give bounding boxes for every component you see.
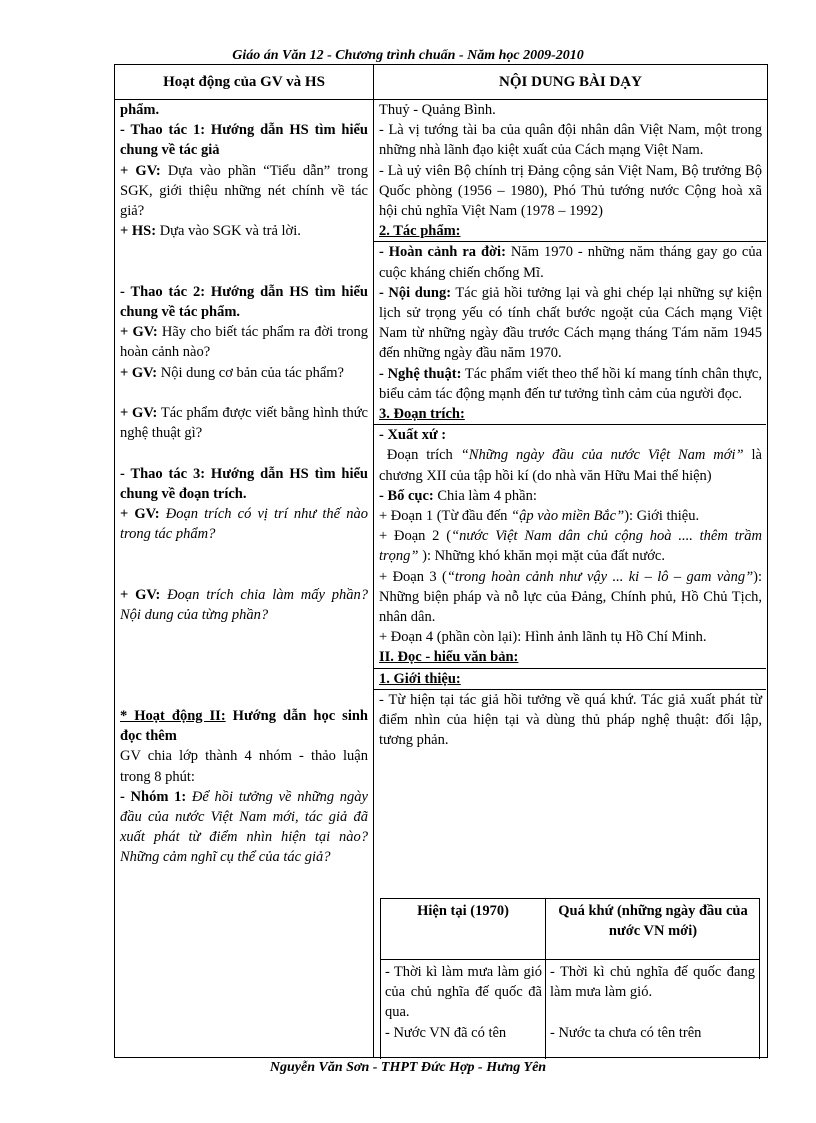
gv-prompt: + GV: Đoạn trích chia làm mấy phần? Nội dung của từng phần? xyxy=(120,586,369,623)
section-heading: 2. Tác phẩm: xyxy=(374,221,766,242)
gv-prompt: + GV: Nội dung cơ bản của tác phẩm? xyxy=(120,364,344,381)
page-footer: Nguyễn Văn Sơn - THPT Đức Hợp - Hưng Yên xyxy=(269,1060,547,1075)
text-line: - Là uỷ viên Bộ chính trị Đảng cộng sản Việt Nam, Bộ trưởng Bộ Quốc phòng (1956 – 1980), Phó Thủ tướng nước Cộng hoà xã hội chủ nghĩa Việt Nam (1978 – 1992) xyxy=(379,162,762,220)
gv-prompt: + GV: Đoạn trích có vị trí như thế nào trong tác phẩm? xyxy=(120,506,368,543)
text-line: - Thời kì làm mưa làm gió của chủ nghĩa đế quốc đã qua. xyxy=(385,964,542,1021)
teacher-activities-column xyxy=(120,100,368,868)
lesson-content-column xyxy=(379,100,762,751)
text-line: Đoạn trích “Những ngày đầu của nước Việt Nam mới” là chương XII của tập hồi kí (do nhà văn Hữu Mai thể hiện) xyxy=(379,447,762,484)
page-header: Giáo án Văn 12 - Chương trình chuẩn - Năm học 2009-2010 xyxy=(232,48,584,63)
task-2-heading: - Thao tác 2: Hướng dẫn HS tìm hiểu chung về tác phẩm. xyxy=(120,283,368,320)
text-line: + Đoạn 2 (“nước Việt Nam dân chủ cộng hoà .... thêm trầm trọng” ): Những khó khăn mọi mặt của đất nước. xyxy=(379,528,762,565)
task-3-heading: - Thao tác 3: Hướng dẫn HS tìm hiểu chung về đoạn trích. xyxy=(120,465,368,502)
text-line: - Xuất xứ : xyxy=(379,427,447,444)
text-line: - Nước VN đã có tên xyxy=(385,1024,507,1041)
gv-prompt: + GV: Dựa vào phần “Tiểu dẫn” trong SGK, giới thiệu những nét chính về tác giả? xyxy=(120,162,368,220)
text-line: - Từ hiện tại tác giả hồi tưởng về quá khứ. Tác giả xuất phát từ điểm nhìn của hiện tại và dùng thủ pháp nghệ thuật: đối lập, tương phản. xyxy=(379,691,762,749)
text-line: - Nội dung: Tác giả hồi tưởng lại và ghi chép lại những sự kiện lịch sử trọng yếu có tính chất bước ngoặt của Cách mạng Việt Nam từ những ngày đầu trước Cách mạng tháng Tám năm 1945 đến những ngày đầu năm 1970. xyxy=(379,284,762,362)
text-line: - Là vị tướng tài ba của quân đội nhân dân Việt Nam, một trong những nhà lãnh đạo kiệt xuất của Cách mạng Việt Nam. xyxy=(379,122,762,159)
text-line: + Đoạn 4 (phần còn lại): Hình ảnh lãnh tụ Hồ Chí Minh. xyxy=(379,629,707,646)
activity-2-heading: * Hoạt động II: Hướng dẫn học sinh đọc thêm xyxy=(120,707,368,745)
section-heading: 3. Đoạn trích: xyxy=(374,404,766,425)
section-heading: II. Đọc - hiểu văn bản: xyxy=(374,647,766,668)
gv-prompt: + GV: Tác phẩm được viết bằng hình thức nghệ thuật gì? xyxy=(120,405,368,442)
gv-prompt: + GV: Hãy cho biết tác phẩm ra đời trong hoàn cảnh nào? xyxy=(120,324,368,361)
lesson-table xyxy=(114,64,768,1058)
group-1-task: - Nhóm 1: Để hồi tưởng về những ngày đầu của nước Việt Nam mới, tác giả đã xuất phát từ điểm nhìn hiện tại nào? Những cảm nghĩ cụ thể của tác giả? xyxy=(120,788,368,866)
left-column-header: Hoạt động của GV và HS xyxy=(163,74,325,90)
task-1-heading: - Thao tác 1: Hướng dẫn HS tìm hiểu chung về tác giả xyxy=(120,122,368,159)
text-line: - Bố cục: Chia làm 4 phần: xyxy=(379,487,537,504)
text-line: phẩm. xyxy=(120,102,160,118)
text-line: - Thời kì chủ nghĩa đế quốc đang làm mưa làm gió. xyxy=(550,964,755,1001)
column-divider xyxy=(373,65,374,1057)
text-line: - Hoàn cảnh ra đời: Năm 1970 - những năm tháng gay go của cuộc kháng chiến chống Mĩ. xyxy=(379,244,763,281)
present-header: Hiện tại (1970) xyxy=(417,903,509,919)
text-line: + Đoạn 3 (“trong hoàn cảnh như vậy ... ki – lô – gam vàng”): Những biện pháp và nỗ lực của Đảng, Chính phủ, Hồ Chủ Tịch, nhân dân. xyxy=(379,568,762,626)
text-line: GV chia lớp thành 4 nhóm - thảo luận trong 8 phút: xyxy=(120,748,368,785)
text-line: - Nghệ thuật: Tác phẩm viết theo thể hồi kí mang tính chân thực, biểu cảm tác động mạnh đến tư tưởng tình cảm của người đọc. xyxy=(379,365,762,402)
section-heading: 1. Giới thiệu: xyxy=(374,669,766,690)
past-cell xyxy=(550,962,755,1043)
hs-response: + HS: Dựa vào SGK và trả lời. xyxy=(120,223,301,240)
text-line: + Đoạn 1 (Từ đầu đến “ập vào miền Bắc”): Giới thiệu. xyxy=(379,508,700,525)
past-header: Quá khứ (những ngày đầu của nước VN mới) xyxy=(558,903,748,940)
present-cell xyxy=(385,962,542,1043)
text-line: - Nước ta chưa có tên trên xyxy=(550,1024,702,1041)
text-line: Thuỷ - Quảng Bình. xyxy=(379,102,496,118)
right-column-header: NỘI DUNG BÀI DẠY xyxy=(499,74,642,90)
comparison-table xyxy=(380,898,760,1059)
